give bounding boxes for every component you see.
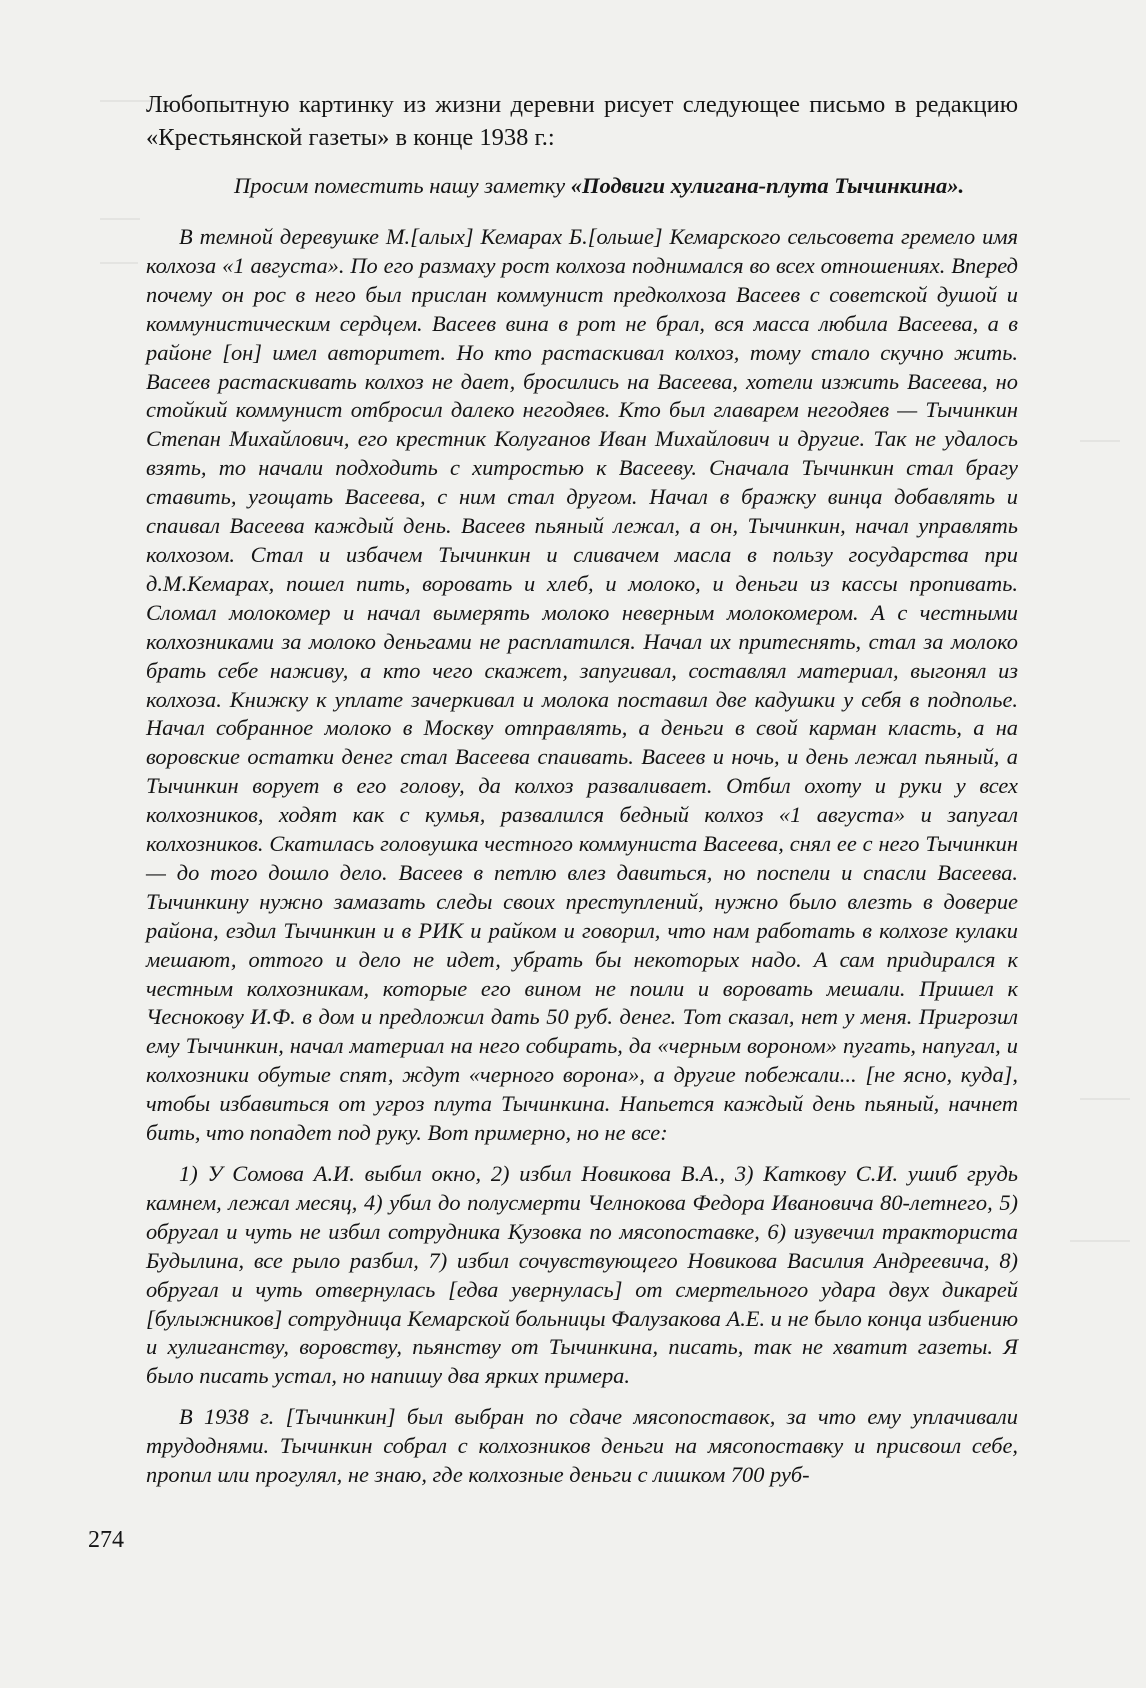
book-page — [146, 88, 1018, 1490]
letter-headline: «Подвиги хулигана-плута Тычинкина». — [570, 173, 965, 198]
page-number: 274 — [88, 1527, 124, 1553]
letter-request-prefix: Просим поместить нашу заметку — [234, 173, 571, 198]
letter-body — [146, 223, 1018, 1490]
letter-incident-list: 1) У Сомова А.И. выбил окно, 2) избил Новикова В.А., 3) Каткову С.И. ушиб грудь камнем, лежал месяц, 4) убил до полусмерти Челнокова Федора Ивановича 80-летнего, 5) обругал и чуть не избил сотрудника Кузовка по мясопоставке, 6) изувечил тракториста Будылина, все рыло разбил, 7) избил сочувствующего Новикова Василия Андреевича, 8) обругал и чуть отвернулась [едва увернулась] от смертельного удара двух дикарей [булыжников] сотрудница Кемарской больницы Фалузакова А.Е. и не было конца избиению и хулиганству, воровству, пьянству от Тычинкина, писать, так не хватит газеты. Я было писать устал, но напишу два ярких примера. — [146, 1161, 1018, 1389]
intro-paragraph: Любопытную картинку из жизни деревни рисует следующее письмо в редакцию «Крестьянской газеты» в конце 1938 г.: — [146, 91, 1018, 151]
letter-paragraph: В темной деревушке М.[алых] Кемарах Б.[ольше] Кемарского сельсовета гремело имя колхоза «1 августа». По его размаху рост колхоза поднимался во всех отношениях. Вперед почему он рос в него был прислан коммунист предколхоза Васеев с советской душой и коммунистическим сердцем. Васеев вина в рот не брал, вся масса любила Васеева, а в районе [он] имел авторитет. Но кто растаскивал колхоз, тому стало скучно жить. Васеев растаскивать колхоз не дает, бросились на Васеева, хотели изжить Васеева, но стойкий коммунист отбросил далеко негодяев. Кто был главарем негодяев — Тычинкин Степан Михайлович, его крестник Колуганов Иван Михайлович и другие. Так не удалось взять, то начали подходить с хитростью к Васееву. Сначала Тычинкин стал брагу ставить, угощать Васеева, с ним стал другом. Начал в бражку винца добавлять и спаивал Васеева каждый день. Васеев пьяный лежал, а он, Тычинкин, начал управлять колхозом. Стал и избачем Тычинкин и сливачем масла в пользу государства при д.М.Кемарах, пошел пить, воровать и хлеб, и молоко, и деньги из кассы пропивать. Сломал молокомер и начал вымерять молоко неверным молокомером. А с честными колхозниками за молоко деньгами не расплатился. Начал их притеснять, стал за молоко брать себе наживу, а кто чего скажет, запугивал, составлял материал, выгонял из колхоза. Книжку к уплате зачеркивал и молока поставил две кадушки у себя в подполье. Начал собранное молоко в Москву отправлять, а деньги в свой карман класть, а на воровские остатки денег стал Васеева спаивать. Васеев и ночь, и день лежал пьяный, а Тычинкин ворует в его голову, да колхоз разваливает. Отбил охоту и руки у всех колхозников, ходят как с кумья, развалился бедный колхоз «1 августа» и запугал колхозников. Скатилась головушка честного коммуниста Васеева, снял ее с него Тычинкин — до того дошло дело. Васеев в петлю влез давиться, но поспели и спасли Васеева. Тычинкину нужно замазать следы своих преступлений, нужно было влезть в доверие района, ездил Тычинкин и в РИК и райком и говорил, что нам работать в колхозе кулаки мешают, оттого и дело не идет, убрать бы некоторых надо. А сам придирался к честным колхозникам, которые его вином не поили и воровать мешали. Пришел к Чеснокову И.Ф. в дом и предложил дать 50 руб. денег. Тот сказал, нет у меня. Пригрозил ему Тычинкин, начал материал на него собирать, да «черным вороном» пугать, напугал, и колхозники обутые спят, ждут «черного ворона», а другие побежали... [не ясно, куда], чтобы избавиться от угроз плута Тычинкина. Напьется каждый день пьяный, начнет бить, что попадет под руку. Вот примерно, но не все: — [146, 224, 1018, 1146]
letter-request-line — [146, 170, 1018, 201]
letter-paragraph: В 1938 г. [Тычинкин] был выбран по сдаче мясопоставок, за что ему уплачивали трудоднями. Тычинкин собрал с колхозников деньги на мясопоставку и присвоил себе, пропил или прогулял, не знаю, где колхозные деньги с лишком 700 руб- — [146, 1404, 1018, 1488]
